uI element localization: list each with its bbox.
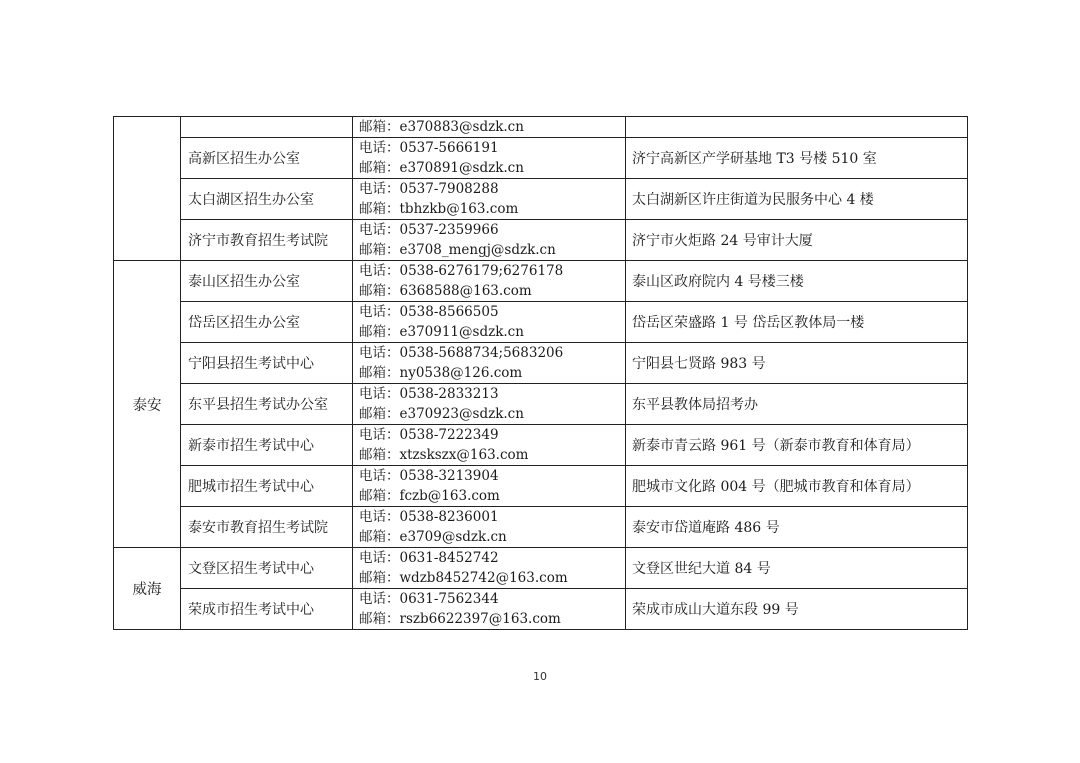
office-name <box>181 117 353 138</box>
address-cell: 太白湖新区许庄街道为民服务中心 4 楼 <box>626 179 968 220</box>
email-line: 邮箱：e370883@sdzk.cn <box>359 119 524 135</box>
contact-cell <box>353 384 626 425</box>
table-row <box>114 117 968 138</box>
phone-line: 电话：0538-6276179;6276178 <box>359 263 564 279</box>
email-line: 邮箱：tbhzkb@163.com <box>359 201 519 217</box>
contact-cell <box>353 302 626 343</box>
address-cell: 肥城市文化路 004 号（肥城市教育和体育局） <box>626 466 968 507</box>
office-name: 泰山区招生办公室 <box>181 261 353 302</box>
email-line: 邮箱：e370891@sdzk.cn <box>359 160 524 176</box>
contact-cell <box>353 179 626 220</box>
contact-cell <box>353 548 626 589</box>
table-row <box>114 548 968 589</box>
address-cell: 荣成市成山大道东段 99 号 <box>626 589 968 630</box>
address-cell <box>626 117 968 138</box>
email-line: 邮箱：e370911@sdzk.cn <box>359 324 524 340</box>
phone-line: 电话：0538-7222349 <box>359 427 499 443</box>
phone-line: 电话：0537-7908288 <box>359 181 499 197</box>
office-name: 济宁市教育招生考试院 <box>181 220 353 261</box>
table-row <box>114 384 968 425</box>
phone-line: 电话：0538-3213904 <box>359 468 499 484</box>
contact-cell <box>353 589 626 630</box>
office-name: 宁阳县招生考试中心 <box>181 343 353 384</box>
phone-line: 电话：0537-2359966 <box>359 222 499 238</box>
email-line: 邮箱：fczb@163.com <box>359 488 500 504</box>
office-name: 文登区招生考试中心 <box>181 548 353 589</box>
office-name: 太白湖区招生办公室 <box>181 179 353 220</box>
office-name: 新泰市招生考试中心 <box>181 425 353 466</box>
table-row <box>114 343 968 384</box>
contact-cell <box>353 425 626 466</box>
address-cell: 泰山区政府院内 4 号楼三楼 <box>626 261 968 302</box>
email-line: 邮箱：6368588@163.com <box>359 283 532 299</box>
office-name: 泰安市教育招生考试院 <box>181 507 353 548</box>
page-number: 10 <box>533 670 547 683</box>
email-line: 邮箱：ny0538@126.com <box>359 365 523 381</box>
phone-line: 电话：0538-5688734;5683206 <box>359 345 564 361</box>
phone-line: 电话：0538-8566505 <box>359 304 499 320</box>
office-name: 肥城市招生考试中心 <box>181 466 353 507</box>
table-row <box>114 138 968 179</box>
address-cell: 东平县教体局招考办 <box>626 384 968 425</box>
city-cell-taian: 泰安 <box>114 261 181 548</box>
email-line: 邮箱：wdzb8452742@163.com <box>359 570 568 586</box>
contact-cell <box>353 507 626 548</box>
address-cell: 泰安市岱道庵路 486 号 <box>626 507 968 548</box>
office-name: 高新区招生办公室 <box>181 138 353 179</box>
phone-line: 电话：0631-7562344 <box>359 591 499 607</box>
table-row <box>114 589 968 630</box>
email-line: 邮箱：e3708_mengj@sdzk.cn <box>359 242 556 258</box>
phone-line: 电话：0631-8452742 <box>359 550 499 566</box>
table-row <box>114 302 968 343</box>
phone-line: 电话：0538-2833213 <box>359 386 499 402</box>
contact-cell <box>353 117 626 138</box>
office-name: 荣成市招生考试中心 <box>181 589 353 630</box>
email-line: 邮箱：rszb6622397@163.com <box>359 611 561 627</box>
phone-line: 电话：0538-8236001 <box>359 509 499 525</box>
city-cell-jining <box>114 117 181 261</box>
contact-cell <box>353 138 626 179</box>
email-line: 邮箱：e370923@sdzk.cn <box>359 406 524 422</box>
office-name: 岱岳区招生办公室 <box>181 302 353 343</box>
address-cell: 济宁市火炬路 24 号审计大厦 <box>626 220 968 261</box>
table-row <box>114 507 968 548</box>
contacts-table <box>113 116 968 630</box>
email-line: 邮箱：xtzskszx@163.com <box>359 447 529 463</box>
table-row <box>114 425 968 466</box>
table-row <box>114 261 968 302</box>
table-row <box>114 220 968 261</box>
address-cell: 新泰市青云路 961 号（新泰市教育和体育局） <box>626 425 968 466</box>
address-cell: 济宁高新区产学研基地 T3 号楼 510 室 <box>626 138 968 179</box>
contact-cell <box>353 343 626 384</box>
contact-cell <box>353 220 626 261</box>
address-cell: 宁阳县七贤路 983 号 <box>626 343 968 384</box>
contact-cell <box>353 466 626 507</box>
table-row <box>114 179 968 220</box>
address-cell: 文登区世纪大道 84 号 <box>626 548 968 589</box>
email-line: 邮箱：e3709@sdzk.cn <box>359 529 507 545</box>
office-name: 东平县招生考试办公室 <box>181 384 353 425</box>
phone-line: 电话：0537-5666191 <box>359 140 499 156</box>
table-row <box>114 466 968 507</box>
contact-cell <box>353 261 626 302</box>
address-cell: 岱岳区荣盛路 1 号 岱岳区教体局一楼 <box>626 302 968 343</box>
city-cell-weihai: 威海 <box>114 548 181 630</box>
